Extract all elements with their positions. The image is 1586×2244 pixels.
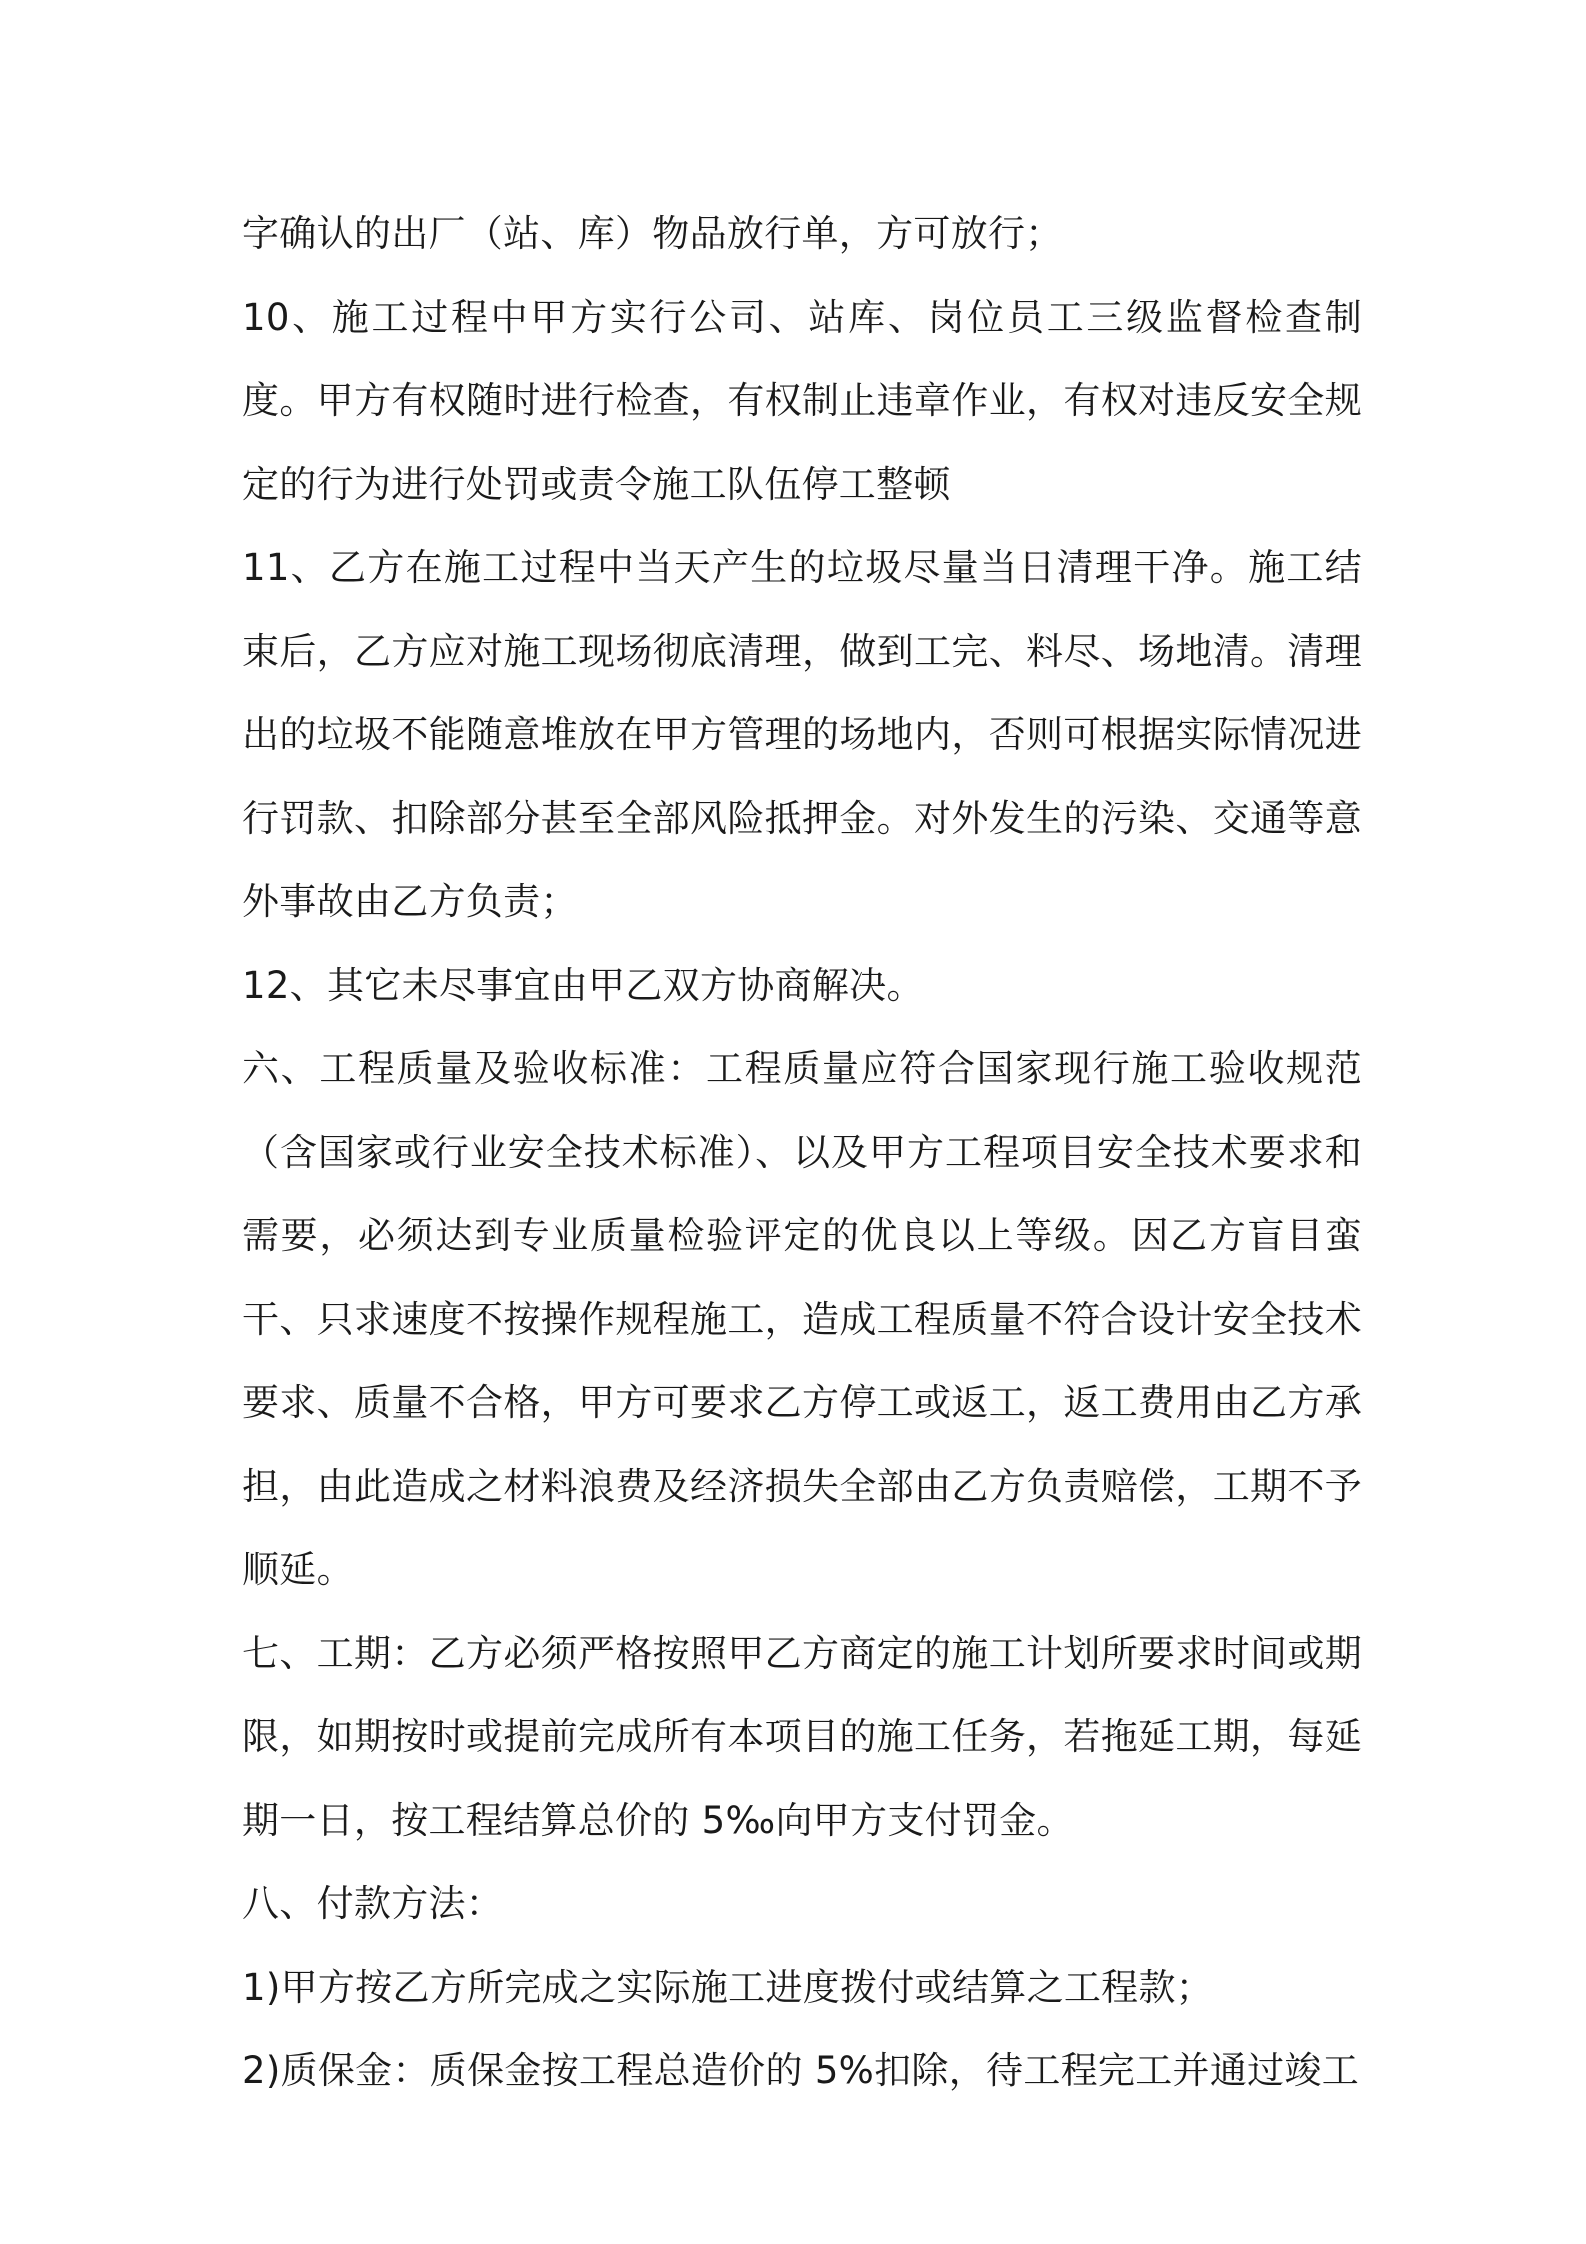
paragraph-payment-1: 1)甲方按乙方所完成之实际施工进度拨付或结算之工程款；: [242, 1965, 1214, 2009]
paragraph-item-10: 10、施工过程中甲方实行公司、站库、岗位员工三级监督检查制度。甲方有权随时进行检查，有权制止违章作业，有权对违反安全规定的行为进行处罚或责令施工队伍停工整顿: [242, 295, 1362, 506]
paragraph-section-8-payment: 八、付款方法：: [242, 1882, 504, 1925]
paragraph-item-12: 12、其它未尽事宜由甲乙双方协商解决。: [242, 963, 924, 1007]
paragraph-payment-2: 2)质保金：质保金按工程总造价的 5%扣除，待工程完工并通过竣工: [242, 2049, 1360, 2092]
paragraph-section-7-schedule: 七、工期：乙方必须严格按照甲乙方商定的施工计划所要求时间或期限，如期按时或提前完成所有本项目的施工任务，若拖延工期，每延期一日，按工程结算总价的 5‰向甲方支付罚金。: [242, 1631, 1362, 1842]
paragraph-release-note: 字确认的出厂（站、库）物品放行单，方可放行；: [242, 212, 1063, 255]
paragraph-item-11: 11、乙方在施工过程中当天产生的垃圾尽量当日清理干净。施工结束后，乙方应对施工现场彻底清理，做到工完、料尽、场地清。清理出的垃圾不能随意堆放在甲方管理的场地内，否则可根据实际情况进行罚款、扣除部分甚至全部风险抵押金。对外发生的污染、交通等意外事故由乙方负责；: [242, 546, 1362, 923]
paragraph-section-6-quality: 六、工程质量及验收标准：工程质量应符合国家现行施工验收规范（含国家或行业安全技术标准）、以及甲方工程项目安全技术要求和需要，必须达到专业质量检验评定的优良以上等级。因乙方盲目蛮干、只求速度不按操作规程施工，造成工程质量不符合设计安全技术要求、质量不合格，甲方可要求乙方停工或返工，返工费用由乙方承担，由此造成之材料浪费及经济损失全部由乙方负责赔偿，工期不予顺延。: [242, 1047, 1362, 1591]
document-body: [242, 192, 1362, 2113]
